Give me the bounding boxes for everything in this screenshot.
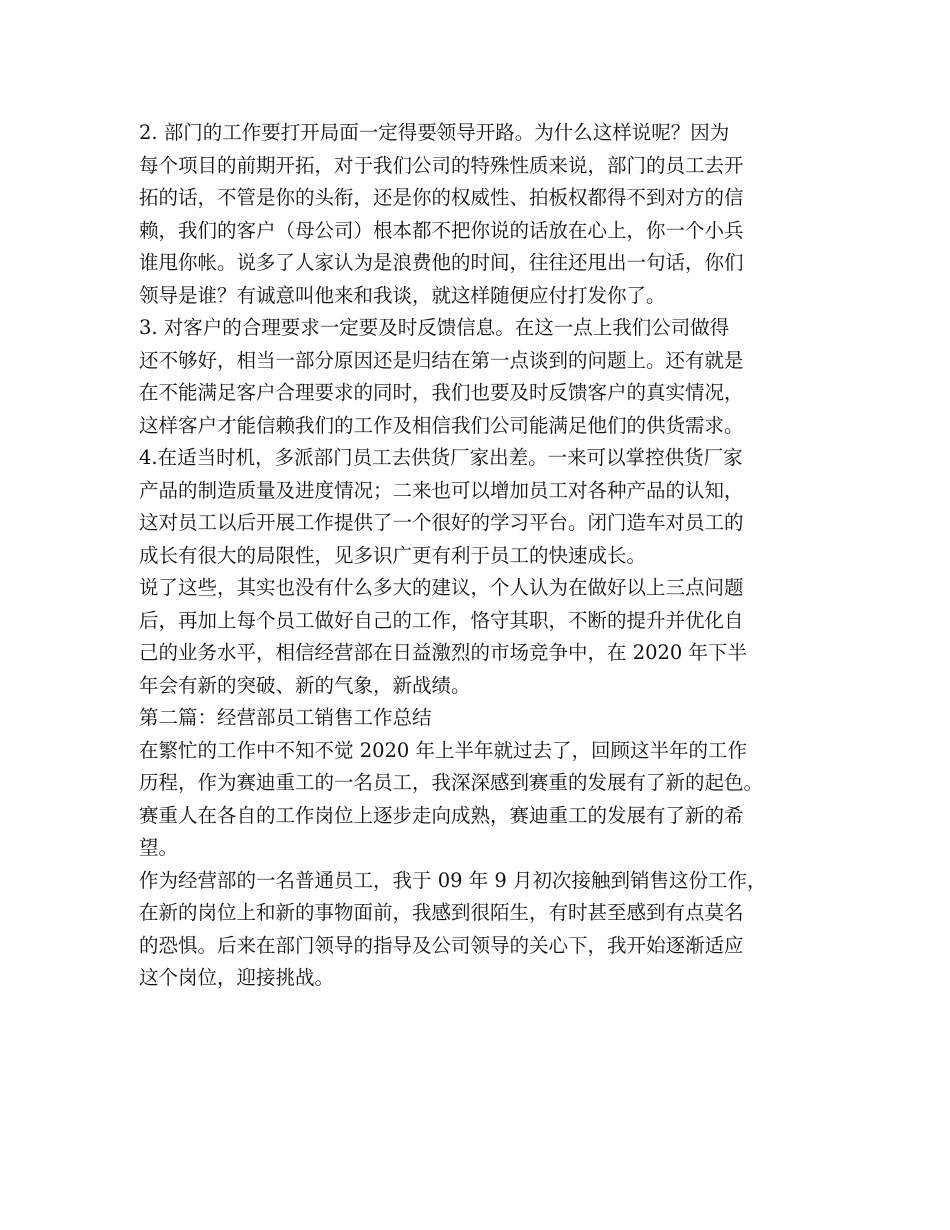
text-line: 后，再加上每个员工做好自己的工作，恪守其职，不断的提升并优化自 [139, 608, 744, 632]
text-line: 产品的制造质量及进度情况；二来也可以增加员工对各种产品的认知， [139, 478, 744, 502]
text-line: 望。 [139, 836, 179, 859]
text-line: 2. 部门的工作要打开局面一定得要领导开路。为什么这样说呢？因为 [139, 121, 730, 144]
text-line: 这样客户才能信赖我们的工作及相信我们公司能满足他们的供货需求。 [139, 413, 744, 437]
text-line: 这对员工以后开展工作提供了一个很好的学习平台。闭门造车对员工的 [139, 511, 744, 534]
text-line: 说了这些，其实也没有什么多大的建议，个人认为在做好以上三点问题 [139, 576, 744, 599]
text-line: 赛重人在各自的工作岗位上逐步走向成熟，赛迪重工的发展有了新的希 [139, 803, 744, 827]
text-line: 在新的岗位上和新的事物面前，我感到很陌生，有时甚至感到有点莫名 [139, 901, 744, 924]
text-line: 年会有新的突破、新的气象，新战绩。 [139, 673, 471, 697]
text-line: 还不够好，相当一部分原因还是归结在第一点谈到的问题上。还有就是 [139, 348, 744, 372]
text-line: 作为经营部的一名普通员工，我于 09 年 9 月初次接触到销售这份工作， [139, 868, 767, 892]
text-line: 拓的话，不管是你的头衔，还是你的权威性、拍板权都得不到对方的信 [139, 186, 744, 209]
text-line: 每个项目的前期开拓，对于我们公司的特殊性质来说，部门的员工去开 [139, 153, 744, 177]
text-line: 在繁忙的工作中不知不觉 2020 年上半年就过去了，回顾这半年的工作 [139, 738, 748, 762]
text-line: 谁甩你帐。说多了人家认为是浪费他的时间，往往还甩出一句话，你们 [139, 251, 744, 274]
text-line: 领导是谁？有诚意叫他来和我谈，就这样随便应付打发你了。 [139, 283, 666, 307]
document-body [139, 117, 829, 995]
text-line: 这个岗位，迎接挑战。 [139, 966, 335, 989]
text-line: 赖，我们的客户（母公司）根本都不把你说的话放在心上，你一个小兵 [139, 218, 744, 242]
section-heading: 第二篇：经营部员工销售工作总结 [139, 706, 432, 729]
text-line: 在不能满足客户合理要求的同时，我们也要及时反馈客户的真实情况， [139, 381, 744, 404]
text-line: 己的业务水平，相信经营部在日益激烈的市场竞争中，在 2020 年下半 [139, 641, 748, 664]
text-line: 4.在适当时机，多派部门员工去供货厂家出差。一来可以掌控供货厂家 [139, 446, 743, 469]
text-line: 成长有很大的局限性，见多识广更有利于员工的快速成长。 [139, 543, 647, 567]
text-line: 3. 对客户的合理要求一定要及时反馈信息。在这一点上我们公司做得 [139, 316, 730, 339]
text-line: 历程，作为赛迪重工的一名员工，我深深感到赛重的发展有了新的起色。 [139, 771, 764, 794]
text-line: 的恐惧。后来在部门领导的指导及公司领导的关心下，我开始逐渐适应 [139, 933, 744, 957]
